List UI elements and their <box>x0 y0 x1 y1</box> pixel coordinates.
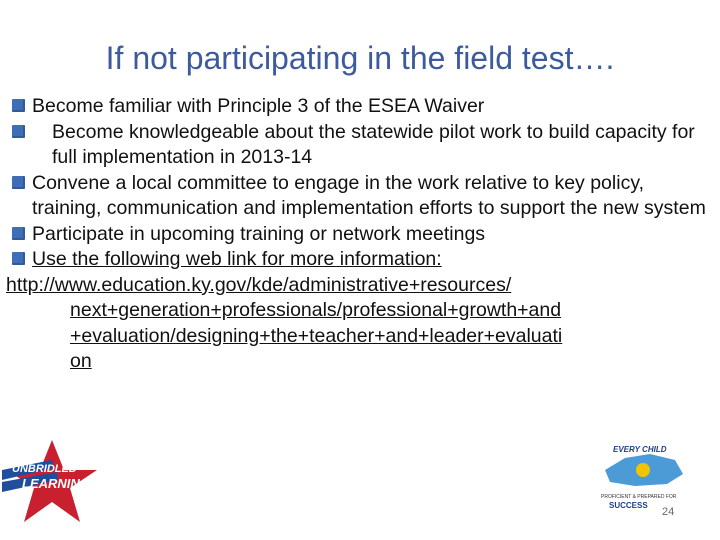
unbridled-learning-logo <box>2 430 112 530</box>
url-line[interactable]: http://www.education.ky.gov/kde/administrative+resources/ <box>6 273 512 296</box>
svg-text:SUCCESS: SUCCESS <box>609 501 648 510</box>
slide-title: If not participating in the field test…. <box>105 40 615 76</box>
page-number: 24 <box>662 506 675 518</box>
svg-text:LEARNING: LEARNING <box>22 476 90 491</box>
bullet-item <box>6 94 712 120</box>
url-line[interactable]: next+generation+professionals/professional+growth+and <box>70 299 562 321</box>
every-child-logo <box>595 440 690 520</box>
bullet-item <box>6 247 712 273</box>
bullet-item <box>6 171 712 222</box>
bullet-text: Become familiar with Principle 3 of the ESEA Waiver <box>32 95 485 117</box>
checkbox-bullet-icon <box>12 99 25 112</box>
svg-text:UNBRIDLED: UNBRIDLED <box>12 463 77 475</box>
checkbox-bullet-icon <box>12 227 25 240</box>
bullet-item <box>6 222 712 248</box>
bullet-text: Convene a local committee to engage in the work relative to key policy, training, communication and implementation efforts to support the new system <box>32 171 706 219</box>
web-link[interactable] <box>6 273 712 375</box>
bullet-text: Become knowledgeable about the statewide pilot work to build capacity for full implementation in 2013-14 <box>52 120 695 168</box>
bullet-list <box>6 94 712 375</box>
checkbox-bullet-icon <box>12 252 25 265</box>
more-info-link[interactable]: Use the following web link for more information: <box>32 248 442 270</box>
url-line[interactable]: +evaluation/designing+the+teacher+and+leader+evaluati <box>70 324 563 347</box>
bullet-text: Participate in upcoming training or network meetings <box>32 222 486 245</box>
svg-text:EVERY CHILD: EVERY CHILD <box>613 445 667 454</box>
checkbox-bullet-icon <box>12 125 25 138</box>
url-line[interactable]: on <box>70 350 92 372</box>
svg-text:PROFICIENT & PREPARED FOR: PROFICIENT & PREPARED FOR <box>601 494 677 500</box>
checkbox-bullet-icon <box>12 176 25 189</box>
bullet-item <box>6 120 712 171</box>
